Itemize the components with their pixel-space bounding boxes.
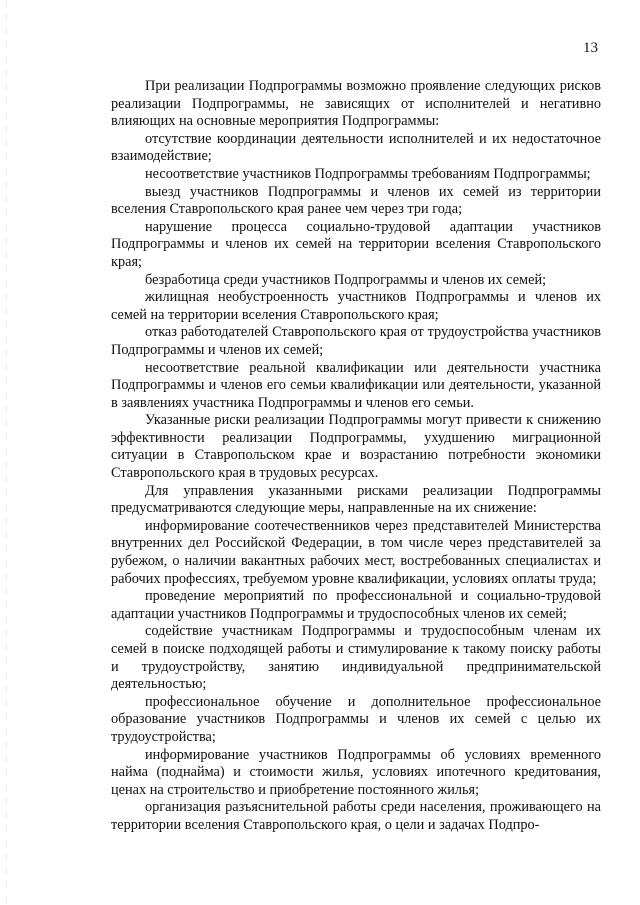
paragraph-measures-intro: Для управления указанными рисками реализации Подпрограммы предусматриваются следующие меры, направленные на их снижение:	[111, 482, 601, 517]
paragraph-risk-qualification: несоответствие реальной квалификации или деятельности участника Подпрограммы и членов его семьи квалификации или деятельности, указанной в заявлениях участника Подпрограммы и членов его семьи.	[111, 359, 601, 411]
paragraph-risk-adaptation: нарушение процесса социально-трудовой адаптации участников Подпрограммы и членов их семей на территории вселения Ставропольского края;	[111, 218, 601, 270]
paragraph-measure-training: профессиональное обучение и дополнительное профессиональное образование участников Подпрограммы и членов их семей с целью их трудоустройства;	[111, 693, 601, 745]
scan-edge-artifact	[6, 0, 7, 905]
paragraph-risk-housing: жилищная необустроенность участников Подпрограммы и членов их семей на территории вселения Ставропольского края;	[111, 289, 601, 323]
paragraph-measure-informing-compatriots: информирование соотечественников через представителей Министерства внутренних дел Российской Федерации, в том числе через представителей за рубежом, о наличии вакантных рабочих мест, востребованных специалистах и рабочих профессиях, требуемом уровне квалификации, условиях оплаты труда;	[111, 517, 601, 587]
page-number: 13	[583, 40, 598, 56]
paragraph-measure-housing-info: информирование участников Подпрограммы об условиях временного найма (поднайма) и стоимости жилья, условиях ипотечного кредитования, ценах на строительство и приобретение постоянного жилья;	[111, 746, 601, 798]
paragraph-risk-departure: выезд участников Подпрограммы и членов их семей из территории вселения Ставропольского края ранее чем через три года;	[111, 183, 601, 218]
paragraph-risk-unemployment: безработица среди участников Подпрограммы и членов их семей;	[145, 271, 547, 288]
paragraph-risk-employer-refusal: отказ работодателей Ставропольского края от трудоустройства участников Подпрограммы и членов их семей;	[111, 324, 601, 358]
paragraph-risk-noncompliance: несоответствие участников Подпрограммы требованиям Подпрограммы;	[145, 165, 591, 182]
paragraph-risks-consequences: Указанные риски реализации Подпрограммы могут привести к снижению эффективности реализации Подпрограммы, ухудшению миграционной ситуации в Ставропольском крае и возрастанию потребности экономики Ставропольского края в трудовых ресурсах.	[111, 412, 601, 482]
paragraph-measure-outreach: организация разъяснительной работы среди населения, проживающего на территории вселения Ставропольского края, о цели и задачах Подпро-	[111, 799, 601, 833]
paragraph-risk-coordination: отсутствие координации деятельности исполнителей и их недостаточное взаимодействие;	[111, 130, 601, 165]
paragraph-risks-intro: При реализации Подпрограммы возможно проявление следующих рисков реализации Подпрограммы, не зависящих от исполнителей и негативно влияющих на основные мероприятия Подпрограммы:	[111, 78, 601, 130]
document-body	[111, 78, 601, 835]
paragraph-measure-adaptation-events: проведение мероприятий по профессиональной и социально-трудовой адаптации участников Подпрограммы и трудоспособных членов их семей;	[111, 588, 601, 622]
paragraph-measure-job-search: содействие участникам Подпрограммы и трудоспособным членам их семей в поиске подходящей работы и стимулирование к такому поиску работы и трудоустройству, занятию индивидуальной предпринимательской деятельностью;	[111, 623, 601, 693]
